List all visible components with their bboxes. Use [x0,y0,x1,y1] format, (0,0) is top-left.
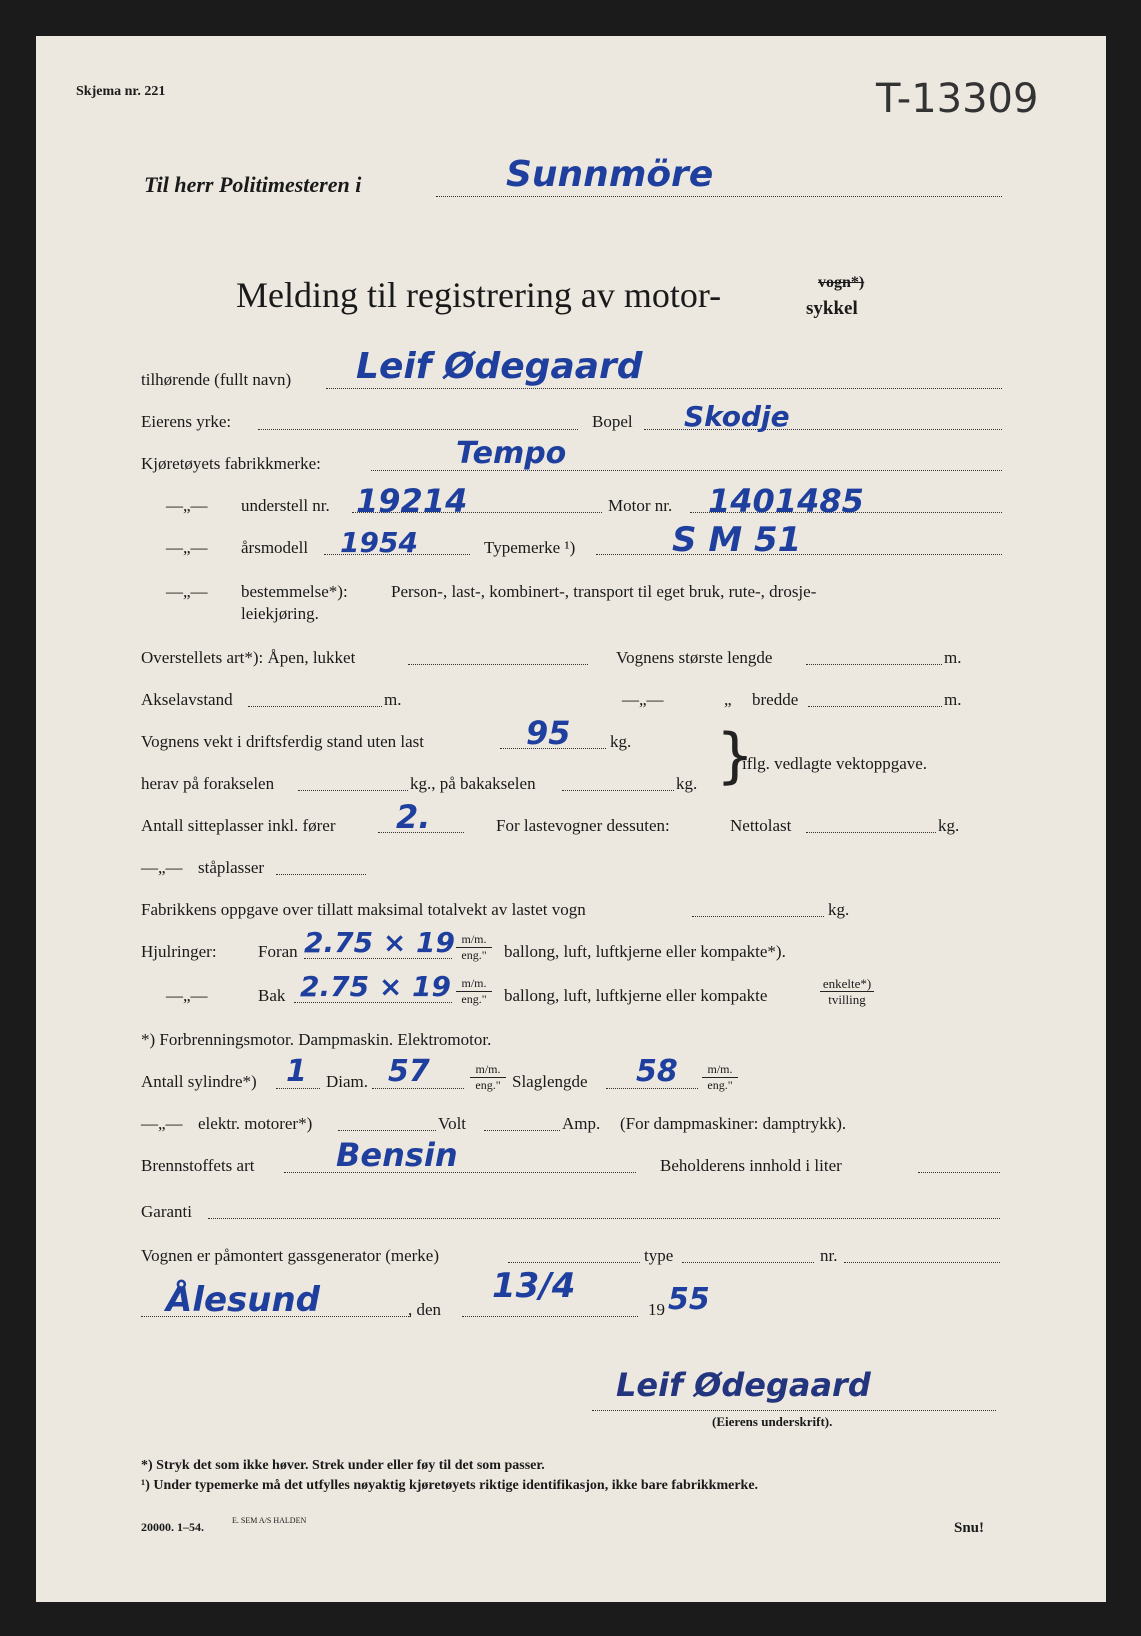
title-option-vogn: vogn*) [818,274,865,291]
chassis-value: 19214 [356,482,468,520]
make-value: Tempo [456,436,567,471]
standing-label: ståplasser [198,858,265,877]
date-value: 13/4 [492,1266,576,1306]
date-label: , den [408,1300,442,1319]
tank-label: Beholderens innhold i liter [660,1156,842,1175]
tank-line[interactable] [918,1172,1000,1173]
form-title: Melding til registrering av motor- [236,275,722,315]
type-label: Typemerke ¹) [484,538,576,557]
standing-line[interactable] [276,874,366,875]
netload-unit: kg. [938,816,960,835]
motor-label: Motor nr. [608,496,673,515]
signature: Leif Ødegaard [616,1366,871,1404]
purpose-options-cont: leiekjøring. [241,604,319,623]
place-value: Ålesund [166,1280,321,1320]
ditto-mark: —„— [166,986,208,1005]
front-tire-value: 2.75 × 19 [304,926,456,959]
year-value: 1954 [340,526,418,559]
width-ditto: „ [724,690,732,709]
front-tire-types: ballong, luft, luftkjerne eller kompakte*). [504,942,786,961]
gas-nr-label: nr. [820,1246,838,1265]
engine-types: *) Forbrenningsmotor. Dampmaskin. Elektromotor. [141,1030,492,1049]
diameter-label: Diam. [326,1072,369,1091]
length-unit: m. [944,648,962,667]
tire-mounting: enkelte*) tvilling [820,976,874,1007]
elmotor-label: elektr. motorer*) [198,1114,313,1133]
rear-axle-unit: kg. [676,774,698,793]
residence-value: Skodje [684,400,790,433]
addressee-label: Til herr Politimesteren i [144,172,362,197]
ditto-mark: —„— [141,858,183,877]
fuel-value: Bensin [336,1136,458,1174]
fuel-label: Brennstoffets art [141,1156,255,1175]
occupation-line[interactable] [258,429,578,430]
type-value: S M 51 [672,520,802,560]
addressee-value: Sunnmöre [506,154,714,195]
make-label: Kjøretøyets fabrikkmerke: [141,454,321,473]
rear-tire-label: Bak [258,986,286,1005]
body-label: Overstellets art*): Åpen, lukket [141,648,356,667]
wheelbase-label: Akselavstand [141,690,233,709]
volt-line[interactable] [484,1130,560,1131]
ditto-mark: —„— [166,582,208,601]
front-tire-label: Foran [258,942,298,961]
archive-mark: T-13309 [876,76,1039,122]
motor-value: 1401485 [708,482,864,520]
rear-tire-types: ballong, luft, luftkjerne eller kompakte [504,986,768,1005]
cargo-label: For lastevogner dessuten: [496,816,670,835]
width-line[interactable] [808,706,942,707]
owner-label: tilhørende (fullt navn) [141,370,292,389]
volt-label: Volt [438,1114,467,1133]
gas-nr-line[interactable] [844,1262,1000,1263]
form-page [36,36,1106,1602]
date-line[interactable] [462,1316,638,1317]
gas-type-line[interactable] [682,1262,814,1263]
rear-tire-unit: m/m. eng." [456,976,492,1007]
owner-value: Leif Ødegaard [356,346,643,387]
weight-value: 95 [526,714,571,752]
length-line[interactable] [806,664,942,665]
purpose-options: Person-, last-, kombinert-, transport til eget bruk, rute-, drosje- [391,582,817,601]
stroke-label: Slaglengde [512,1072,588,1091]
ditto-mark: —„— [622,690,664,709]
signature-line[interactable] [592,1410,996,1411]
weight-label: Vognens vekt i driftsferdig stand uten last [141,732,424,751]
body-line[interactable] [408,664,588,665]
weight-unit: kg. [610,732,632,751]
cylinders-value: 1 [286,1054,307,1089]
tires-label: Hjulringer: [141,942,217,961]
stroke-unit: m/m. eng." [702,1062,738,1093]
footnote-1: *) Stryk det som ikke høver. Strek under eller føy til det som passer. [141,1458,545,1473]
guarantee-line[interactable] [208,1218,1000,1219]
signature-caption: (Eierens underskrift). [712,1414,833,1429]
diameter-unit: m/m. eng." [470,1062,506,1093]
year-label: årsmodell [241,538,309,557]
rear-axle-label: kg., på bakakselen [410,774,536,793]
ditto-mark: —„— [166,496,208,515]
print-code: 20000. 1–54. [141,1520,204,1534]
wheelbase-line[interactable] [248,706,382,707]
weight-brace: } [716,721,755,791]
ditto-mark: —„— [141,1114,183,1133]
gas-make-line[interactable] [508,1262,640,1263]
maxweight-line[interactable] [692,916,824,917]
turn-over-note: Snu! [954,1520,985,1536]
guarantee-label: Garanti [141,1202,192,1221]
form-number: Skjema nr. 221 [76,84,166,99]
cylinders-label: Antall sylindre*) [141,1072,257,1091]
maxweight-label: Fabrikkens oppgave over tillatt maksimal totalvekt av lastet vogn [141,900,586,919]
year-printed: 19 [648,1300,665,1319]
maxweight-unit: kg. [828,900,850,919]
width-label: bredde [752,690,799,709]
addressee-line[interactable] [436,196,1002,197]
gas-type-label: type [644,1246,674,1265]
residence-label: Bopel [592,412,633,431]
chassis-label: understell nr. [241,496,330,515]
printer-mark: E. SEM A/S HALDEN [232,1516,307,1525]
length-label: Vognens største lengde [616,648,773,667]
rear-axle-line[interactable] [562,790,674,791]
stroke-value: 58 [636,1054,678,1089]
front-tire-unit: m/m. eng." [456,932,492,963]
weight-note: iflg. vedlagte vektoppgave. [742,754,928,773]
elmotor-line[interactable] [338,1130,436,1131]
owner-line[interactable] [326,388,1002,389]
front-axle-line[interactable] [298,790,408,791]
purpose-label: bestemmelse*): [241,582,348,601]
netload-line[interactable] [806,832,936,833]
gas-label: Vognen er påmontert gassgenerator (merke) [141,1246,440,1265]
amp-label: Amp. [562,1114,601,1133]
seats-label: Antall sitteplasser inkl. fører [141,816,336,835]
diameter-value: 57 [388,1054,430,1089]
rear-tire-value: 2.75 × 19 [300,970,452,1003]
netload-label: Nettolast [730,816,792,835]
width-unit: m. [944,690,962,709]
ditto-mark: —„— [166,538,208,557]
year-handwritten: 55 [668,1282,710,1317]
footnote-2: ¹) Under typemerke må det utfylles nøyaktig kjøretøyets riktige identifikasjon, ikke bare fabrikkmerke. [141,1478,759,1493]
steam-label: (For dampmaskiner: damptrykk). [620,1114,847,1133]
front-axle-label: herav på forakselen [141,774,275,793]
wheelbase-unit: m. [384,690,402,709]
seats-value: 2. [396,798,431,836]
occupation-label: Eierens yrke: [141,412,232,431]
title-option-sykkel: sykkel [806,298,858,319]
